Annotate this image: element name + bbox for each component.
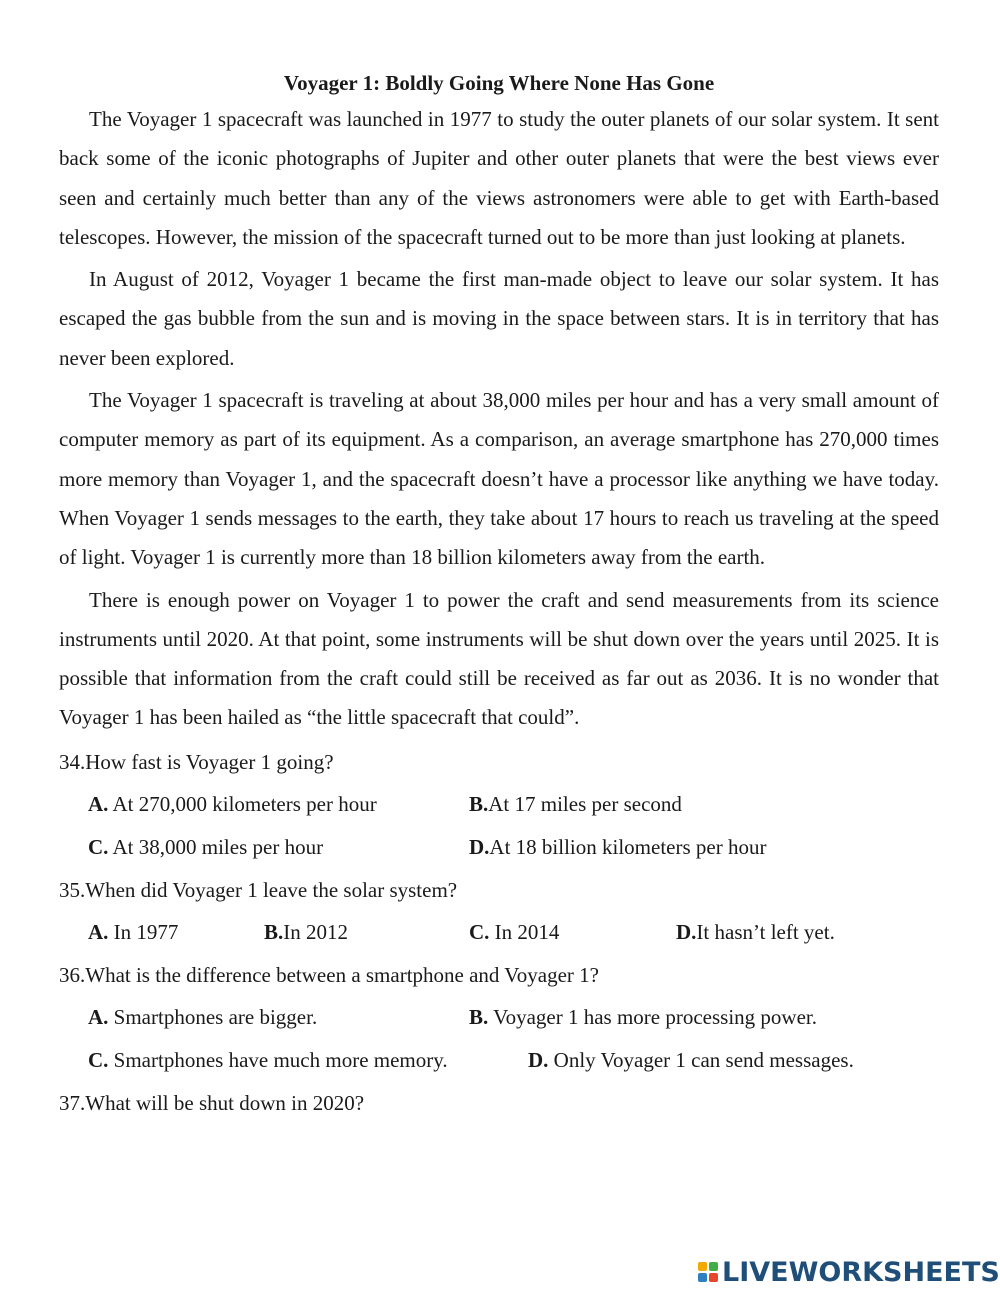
q36-option-c-letter: C.: [88, 1047, 109, 1072]
q34-option-d-text: At 18 billion kilometers per hour: [489, 834, 767, 859]
q34-option-d[interactable]: [469, 826, 766, 869]
logo-text: LIVEWORKSHEETS: [722, 1256, 1000, 1288]
q36-option-c-text: Smartphones have much more memory.: [108, 1047, 448, 1072]
q35-option-a[interactable]: [88, 911, 178, 954]
q35-option-c-text: In 2014: [489, 919, 560, 944]
q36-option-a-letter: A.: [88, 1004, 109, 1029]
q34-option-c[interactable]: [88, 826, 323, 869]
q36-option-a[interactable]: [88, 996, 317, 1039]
q36-option-d[interactable]: [528, 1039, 854, 1082]
question-36-options-row-1: [59, 996, 939, 1039]
q35-option-d-letter: D.: [676, 919, 697, 944]
document-title: Voyager 1: Boldly Going Where None Has Gone: [283, 71, 715, 95]
paragraph-4: There is enough power on Voyager 1 to power the craft and send measurements from its science instruments until 2020. At that point, some instruments will be shut down over the years until 2025. It is possible that information from the craft could still be received as far out as 2036. It is no wonder that Voyager 1 has been hailed as “the little spacecraft that could”.: [59, 587, 939, 730]
q36-option-c[interactable]: [88, 1039, 448, 1082]
q36-option-b[interactable]: [469, 996, 817, 1039]
worksheet-page: [59, 66, 939, 1124]
liveworksheets-logo: [698, 1254, 1000, 1290]
question-34-options-row-2: [59, 826, 939, 869]
question-37: 37.What will be shut down in 2020?: [59, 1090, 365, 1115]
q35-option-d-text: It hasn’t left yet.: [696, 919, 835, 944]
q34-option-a[interactable]: [88, 783, 377, 826]
q36-option-b-text: Voyager 1 has more processing power.: [488, 1004, 818, 1029]
question-36: 36.What is the difference between a smartphone and Voyager 1?: [59, 962, 599, 987]
q36-option-d-letter: D.: [528, 1047, 549, 1072]
q35-option-d[interactable]: [676, 911, 835, 954]
q34-option-a-text: At 270,000 kilometers per hour: [108, 791, 377, 816]
q34-option-c-text: At 38,000 miles per hour: [108, 834, 324, 859]
q36-option-b-letter: B.: [469, 1004, 489, 1029]
question-35: 35.When did Voyager 1 leave the solar system?: [59, 877, 458, 902]
logo-square-3: [698, 1273, 707, 1282]
q34-option-d-letter: D.: [469, 834, 490, 859]
paragraph-1: The Voyager 1 spacecraft was launched in 1977 to study the outer planets of our solar system. It sent back some of the iconic photographs of Jupiter and other outer planets that were the best views ever seen and certainly much better than any of the views astronomers were able to get with Earth-based telescopes. However, the mission of the spacecraft turned out to be more than just looking at planets.: [59, 107, 939, 249]
q34-option-b[interactable]: [469, 783, 682, 826]
question-36-options-row-2: [59, 1039, 939, 1082]
logo-square-2: [709, 1262, 718, 1271]
logo-square-4: [709, 1273, 718, 1282]
q34-option-c-letter: C.: [88, 834, 109, 859]
logo-square-1: [698, 1262, 707, 1271]
paragraph-2: In August of 2012, Voyager 1 became the first man-made object to leave our solar system. It has escaped the gas bubble from the sun and is moving in the space between stars. It is in territory that has never been explored.: [59, 267, 939, 370]
q35-option-a-letter: A.: [88, 919, 109, 944]
q34-option-a-letter: A.: [88, 791, 109, 816]
q35-option-a-text: In 1977: [108, 919, 179, 944]
q35-option-c-letter: C.: [469, 919, 490, 944]
question-35-options-row: [59, 911, 939, 954]
q35-option-c[interactable]: [469, 911, 559, 954]
question-34-options-row-1: [59, 783, 939, 826]
q35-option-b-text: In 2012: [283, 919, 349, 944]
q34-option-b-text: At 17 miles per second: [488, 791, 682, 816]
paragraph-3: The Voyager 1 spacecraft is traveling at about 38,000 miles per hour and has a very small amount of computer memory as part of its equipment. As a comparison, an average smartphone has 270,000 times more memory than Voyager 1, and the spacecraft doesn’t have a processor like anything we have today. When Voyager 1 sends messages to the earth, they take about 17 hours to reach us traveling at the speed of light. Voyager 1 is currently more than 18 billion kilometers away from the earth.: [59, 388, 939, 570]
q36-option-d-text: Only Voyager 1 can send messages.: [548, 1047, 854, 1072]
q35-option-b-letter: B.: [264, 919, 284, 944]
logo-grid-icon: [698, 1262, 718, 1282]
q35-option-b[interactable]: [264, 911, 348, 954]
q34-option-b-letter: B.: [469, 791, 489, 816]
question-34: 34.How fast is Voyager 1 going?: [59, 749, 334, 774]
q36-option-a-text: Smartphones are bigger.: [108, 1004, 318, 1029]
